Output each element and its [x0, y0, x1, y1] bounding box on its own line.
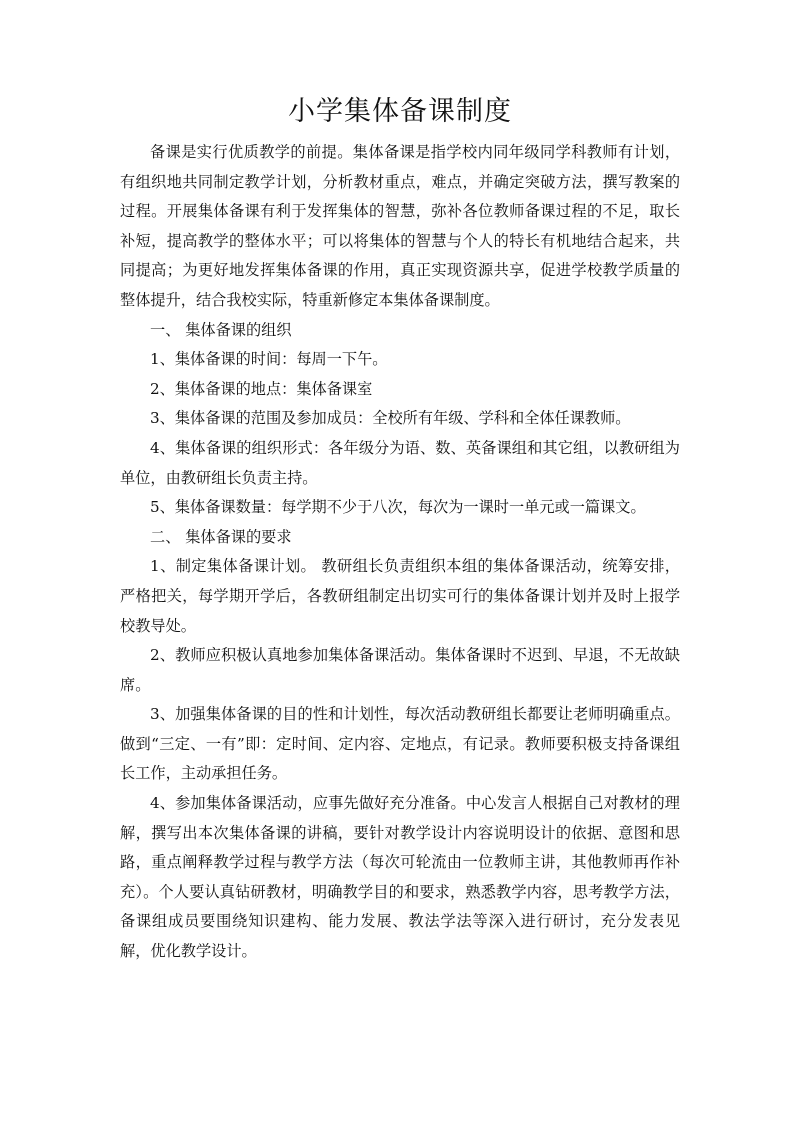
requirement-item-purpose: 3、加强集体备课的目的性和计划性，每次活动教研组长都要让老师明确重点。做到“三定、一有”即：定时间、定内容、定地点，有记录。教师要积极支持备课组长工作，主动承担任务。 [120, 705, 680, 783]
requirement-item-plan: 1、制定集体备课计划。 教研组长负责组织本组的集体备课活动，统筹安排，严格把关，每学期开学后，各教研组制定出切实可行的集体备课计划并及时上报学校教导处。 [120, 557, 680, 635]
organization-item-scope: 3、集体备课的范围及参加成员：全校所有年级、学科和全体任课教师。 [150, 409, 631, 428]
organization-item-form: 4、集体备课的组织形式：各年级分为语、数、英备课组和其它组，以教研组为单位，由教研组长负责主持。 [120, 438, 680, 487]
requirement-item-preparation: 4、参加集体备课活动，应事先做好充分准备。中心发言人根据自己对教材的理解，撰写出本次集体备课的讲稿，要针对教学设计内容说明设计的依据、意图和思路，重点阐释教学过程与教学方法（每次可轮流由一位教师主讲，其他教师再作补充）。个人要认真钻研教材，明确教学目的和要求，熟悉教学内容，思考教学方法，备课组成员要围绕知识建构、能力发展、教法学法等深入进行研讨，充分发表见解，优化教学设计。 [120, 794, 680, 961]
organization-item-time: 1、集体备课的时间：每周一下午。 [150, 350, 388, 369]
document-body [120, 92, 680, 967]
organization-item-location: 2、集体备课的地点：集体备课室 [150, 379, 373, 398]
section-heading-organization: 一、 集体备课的组织 [150, 320, 292, 339]
organization-item-quantity: 5、集体备课数量：每学期不少于八次，每次为一课时一单元或一篇课文。 [150, 498, 646, 517]
section-heading-requirements: 二、 集体备课的要求 [150, 527, 292, 546]
requirement-item-attendance: 2、教师应积极认真地参加集体备课活动。集体备课时不迟到、早退，不无故缺席。 [120, 646, 680, 694]
document-title: 小学集体备课制度 [288, 96, 512, 127]
intro-paragraph: 备课是实行优质教学的前提。集体备课是指学校内同年级同学科教师有计划，有组织地共同制定教学计划，分析教材重点，难点，并确定突破方法，撰写教案的过程。开展集体备课有利于发挥集体的智慧，弥补各位教师备课过程的不足，取长补短，提高教学的整体水平；可以将集体的智慧与个人的特长有机地结合起来，共同提高；为更好地发挥集体备课的作用，真正实现资源共享，促进学校教学质量的整体提升，结合我校实际，特重新修定本集体备课制度。 [120, 143, 680, 309]
